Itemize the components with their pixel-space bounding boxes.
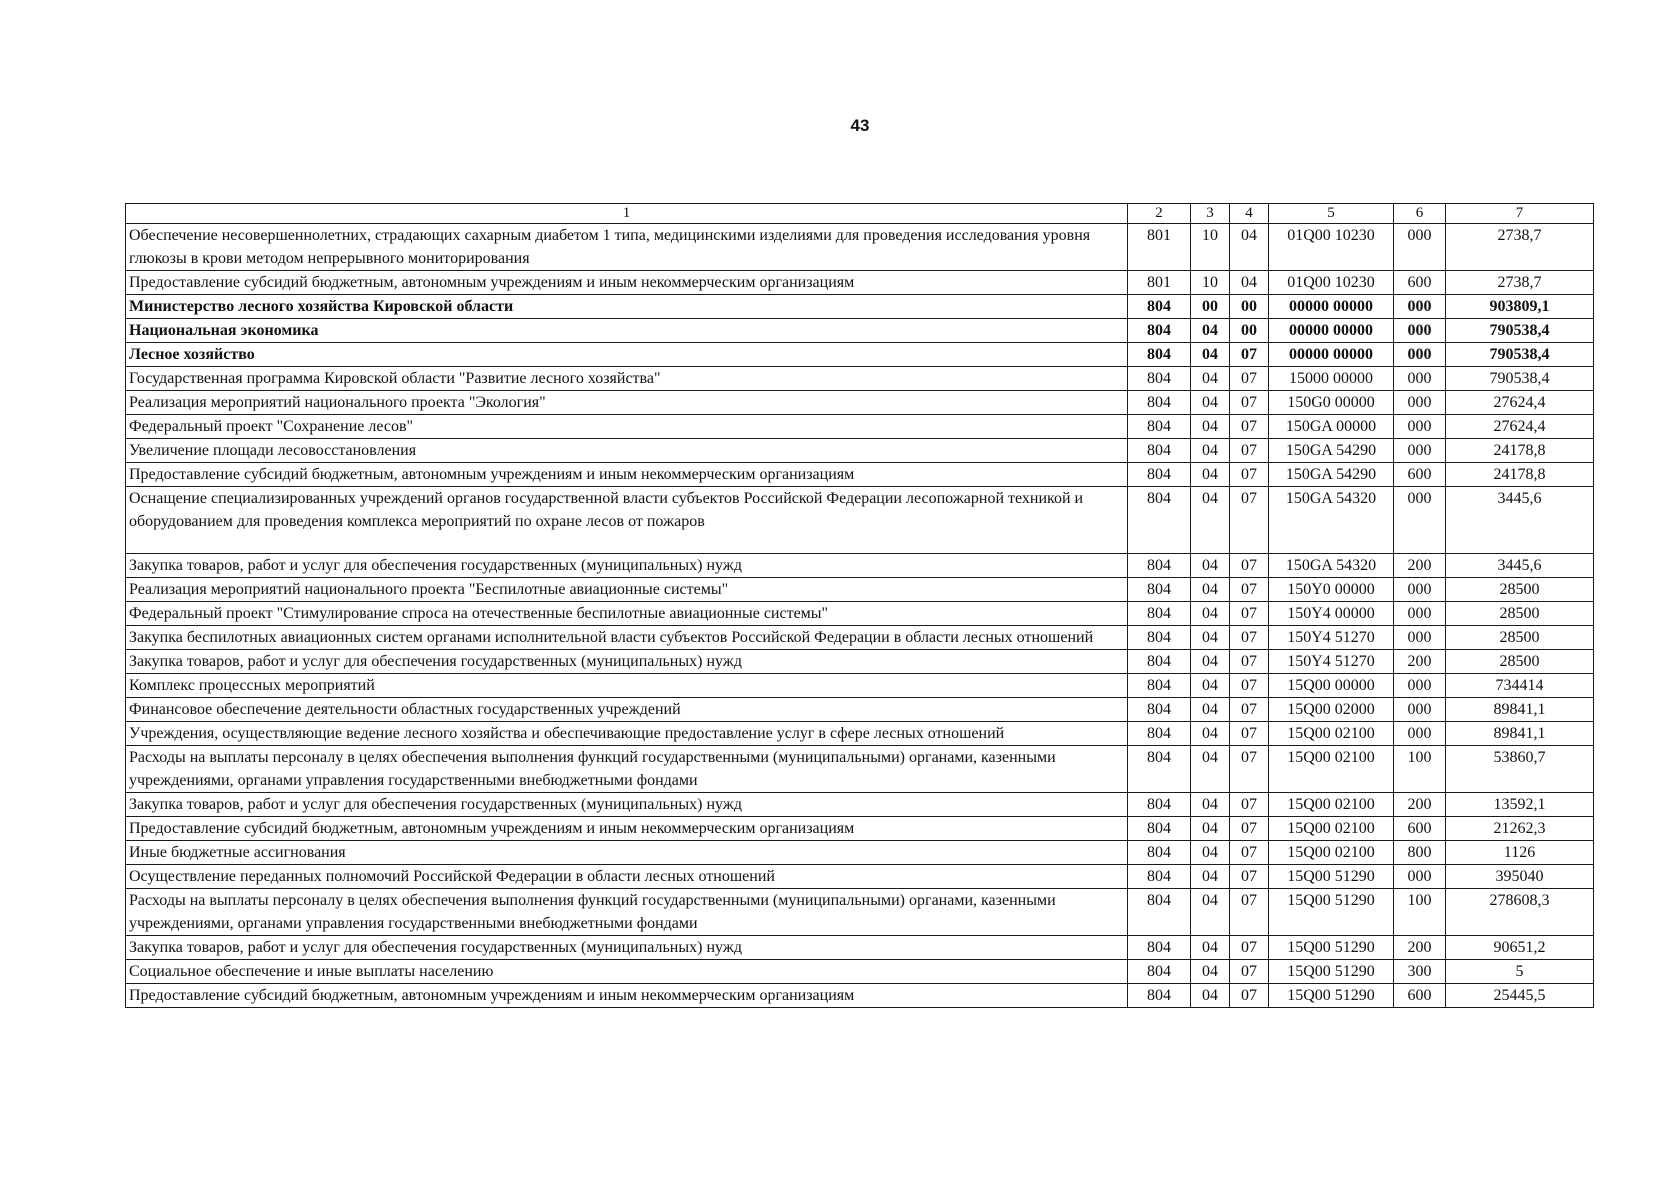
row-code-col3: 04 <box>1191 698 1230 722</box>
row-description: Осуществление переданных полномочий Российской Федерации в области лесных отношений <box>126 865 1128 889</box>
row-code-col6: 100 <box>1394 889 1446 936</box>
row-amount: 3445,6 <box>1446 487 1594 554</box>
table-row <box>126 602 1594 626</box>
row-code-col6: 600 <box>1394 817 1446 841</box>
row-code-col5: 15Q00 51290 <box>1269 936 1394 960</box>
row-code-col3: 04 <box>1191 391 1230 415</box>
row-code-col4: 07 <box>1230 554 1269 578</box>
row-code-col3: 04 <box>1191 554 1230 578</box>
row-code-col2: 804 <box>1128 319 1191 343</box>
row-amount: 28500 <box>1446 578 1594 602</box>
table-row <box>126 817 1594 841</box>
row-code-col2: 804 <box>1128 626 1191 650</box>
row-code-col6: 800 <box>1394 841 1446 865</box>
row-amount: 278608,3 <box>1446 889 1594 936</box>
table-row <box>126 746 1594 793</box>
row-description: Реализация мероприятий национального проекта "Экология" <box>126 391 1128 415</box>
row-description: Закупка беспилотных авиационных систем органами исполнительной власти субъектов Российской Федерации в области лесных отношений <box>126 626 1128 650</box>
row-code-col6: 000 <box>1394 487 1446 554</box>
row-description: Расходы на выплаты персоналу в целях обеспечения выполнения функций государственными (муниципальными) органами, казенными учреждениями, органами управления государственными внебюджетными фондами <box>126 746 1128 793</box>
row-description: Федеральный проект "Стимулирование спроса на отечественные беспилотные авиационные системы" <box>126 602 1128 626</box>
row-code-col4: 00 <box>1230 319 1269 343</box>
row-code-col3: 04 <box>1191 626 1230 650</box>
row-amount: 27624,4 <box>1446 415 1594 439</box>
row-code-col2: 804 <box>1128 554 1191 578</box>
row-code-col3: 04 <box>1191 463 1230 487</box>
row-code-col4: 07 <box>1230 343 1269 367</box>
row-code-col6: 000 <box>1394 674 1446 698</box>
row-description: Расходы на выплаты персоналу в целях обеспечения выполнения функций государственными (муниципальными) органами, казенными учреждениями, органами управления государственными внебюджетными фондами <box>126 889 1128 936</box>
row-code-col6: 200 <box>1394 793 1446 817</box>
row-code-col6: 000 <box>1394 722 1446 746</box>
row-code-col6: 000 <box>1394 343 1446 367</box>
row-code-col2: 804 <box>1128 391 1191 415</box>
row-code-col5: 15Q00 02100 <box>1269 793 1394 817</box>
row-code-col3: 04 <box>1191 889 1230 936</box>
column-header-1: 1 <box>126 204 1128 224</box>
row-code-col5: 15Q00 51290 <box>1269 889 1394 936</box>
row-code-col2: 801 <box>1128 224 1191 271</box>
row-code-col2: 804 <box>1128 793 1191 817</box>
row-amount: 2738,7 <box>1446 224 1594 271</box>
row-code-col3: 04 <box>1191 578 1230 602</box>
table-row <box>126 319 1594 343</box>
table-row <box>126 626 1594 650</box>
row-code-col3: 04 <box>1191 343 1230 367</box>
table-row <box>126 554 1594 578</box>
row-code-col2: 804 <box>1128 698 1191 722</box>
row-code-col5: 150Y0 00000 <box>1269 578 1394 602</box>
row-description: Оснащение специализированных учреждений органов государственной власти субъектов Российской Федерации лесопожарной техникой и оборудованием для проведения комплекса мероприятий по охране лесов от пожаров <box>126 487 1128 554</box>
row-code-col4: 00 <box>1230 295 1269 319</box>
row-code-col3: 04 <box>1191 865 1230 889</box>
table-row <box>126 271 1594 295</box>
row-code-col6: 000 <box>1394 367 1446 391</box>
row-description: Закупка товаров, работ и услуг для обеспечения государственных (муниципальных) нужд <box>126 793 1128 817</box>
row-code-col2: 804 <box>1128 650 1191 674</box>
table-row <box>126 295 1594 319</box>
row-amount: 13592,1 <box>1446 793 1594 817</box>
row-code-col6: 600 <box>1394 463 1446 487</box>
row-code-col5: 15Q00 51290 <box>1269 984 1394 1008</box>
row-code-col5: 15Q00 51290 <box>1269 960 1394 984</box>
row-description: Министерство лесного хозяйства Кировской области <box>126 295 1128 319</box>
row-code-col4: 04 <box>1230 271 1269 295</box>
row-amount: 903809,1 <box>1446 295 1594 319</box>
row-code-col5: 15Q00 02100 <box>1269 841 1394 865</box>
row-code-col5: 150Y4 51270 <box>1269 626 1394 650</box>
row-code-col2: 804 <box>1128 602 1191 626</box>
row-amount: 24178,8 <box>1446 439 1594 463</box>
row-code-col4: 07 <box>1230 650 1269 674</box>
row-amount: 28500 <box>1446 650 1594 674</box>
row-code-col5: 150GA 54320 <box>1269 487 1394 554</box>
row-code-col6: 100 <box>1394 746 1446 793</box>
row-amount: 3445,6 <box>1446 554 1594 578</box>
table-row <box>126 439 1594 463</box>
row-code-col6: 000 <box>1394 391 1446 415</box>
row-code-col3: 04 <box>1191 817 1230 841</box>
row-code-col2: 804 <box>1128 415 1191 439</box>
row-code-col2: 804 <box>1128 960 1191 984</box>
row-code-col4: 07 <box>1230 793 1269 817</box>
row-code-col5: 01Q00 10230 <box>1269 271 1394 295</box>
page-number: 43 <box>850 116 870 135</box>
table-row <box>126 960 1594 984</box>
row-code-col3: 04 <box>1191 319 1230 343</box>
row-code-col3: 04 <box>1191 367 1230 391</box>
row-code-col6: 000 <box>1394 295 1446 319</box>
row-code-col5: 01Q00 10230 <box>1269 224 1394 271</box>
row-code-col4: 07 <box>1230 746 1269 793</box>
row-description: Государственная программа Кировской области "Развитие лесного хозяйства" <box>126 367 1128 391</box>
row-description: Предоставление субсидий бюджетным, автономным учреждениям и иным некоммерческим организациям <box>126 463 1128 487</box>
row-code-col6: 000 <box>1394 224 1446 271</box>
table-row <box>126 936 1594 960</box>
row-amount: 790538,4 <box>1446 319 1594 343</box>
row-code-col6: 000 <box>1394 865 1446 889</box>
table-row <box>126 650 1594 674</box>
row-code-col2: 804 <box>1128 367 1191 391</box>
table-row <box>126 224 1594 271</box>
row-code-col6: 000 <box>1394 626 1446 650</box>
row-description: Федеральный проект "Сохранение лесов" <box>126 415 1128 439</box>
row-code-col5: 15Q00 51290 <box>1269 865 1394 889</box>
row-code-col5: 150G0 00000 <box>1269 391 1394 415</box>
table-row <box>126 889 1594 936</box>
table-row <box>126 578 1594 602</box>
row-code-col2: 804 <box>1128 487 1191 554</box>
budget-table <box>125 203 1594 1008</box>
row-code-col5: 150GA 54290 <box>1269 439 1394 463</box>
row-description: Финансовое обеспечение деятельности областных государственных учреждений <box>126 698 1128 722</box>
row-code-col3: 04 <box>1191 674 1230 698</box>
row-code-col5: 150Y4 00000 <box>1269 602 1394 626</box>
row-code-col6: 300 <box>1394 960 1446 984</box>
row-code-col3: 04 <box>1191 722 1230 746</box>
row-code-col5: 15000 00000 <box>1269 367 1394 391</box>
row-amount: 28500 <box>1446 626 1594 650</box>
row-amount: 790538,4 <box>1446 367 1594 391</box>
row-code-col6: 000 <box>1394 578 1446 602</box>
table-row <box>126 722 1594 746</box>
row-amount: 24178,8 <box>1446 463 1594 487</box>
row-description: Предоставление субсидий бюджетным, автономным учреждениям и иным некоммерческим организациям <box>126 984 1128 1008</box>
row-code-col3: 04 <box>1191 984 1230 1008</box>
column-header-4: 4 <box>1230 204 1269 224</box>
row-code-col6: 000 <box>1394 415 1446 439</box>
row-code-col5: 00000 00000 <box>1269 319 1394 343</box>
table-row <box>126 698 1594 722</box>
row-description: Учреждения, осуществляющие ведение лесного хозяйства и обеспечивающие предоставление услуг в сфере лесных отношений <box>126 722 1128 746</box>
row-amount: 790538,4 <box>1446 343 1594 367</box>
row-code-col2: 804 <box>1128 578 1191 602</box>
row-code-col6: 000 <box>1394 439 1446 463</box>
table-row <box>126 367 1594 391</box>
row-code-col2: 804 <box>1128 746 1191 793</box>
row-code-col4: 07 <box>1230 391 1269 415</box>
row-code-col4: 07 <box>1230 578 1269 602</box>
row-code-col5: 00000 00000 <box>1269 295 1394 319</box>
row-code-col4: 07 <box>1230 841 1269 865</box>
row-code-col3: 10 <box>1191 224 1230 271</box>
row-code-col4: 07 <box>1230 415 1269 439</box>
row-code-col4: 07 <box>1230 487 1269 554</box>
row-description: Увеличение площади лесовосстановления <box>126 439 1128 463</box>
column-header-7: 7 <box>1446 204 1594 224</box>
row-amount: 89841,1 <box>1446 698 1594 722</box>
row-description: Предоставление субсидий бюджетным, автономным учреждениям и иным некоммерческим организациям <box>126 817 1128 841</box>
row-code-col2: 804 <box>1128 295 1191 319</box>
row-code-col4: 07 <box>1230 674 1269 698</box>
row-code-col2: 804 <box>1128 463 1191 487</box>
row-code-col6: 200 <box>1394 650 1446 674</box>
row-code-col4: 07 <box>1230 984 1269 1008</box>
row-code-col5: 15Q00 02100 <box>1269 817 1394 841</box>
row-description: Иные бюджетные ассигнования <box>126 841 1128 865</box>
column-header-5: 5 <box>1269 204 1394 224</box>
row-code-col4: 07 <box>1230 439 1269 463</box>
table-row <box>126 487 1594 554</box>
row-code-col2: 804 <box>1128 865 1191 889</box>
table-row <box>126 865 1594 889</box>
row-code-col4: 04 <box>1230 224 1269 271</box>
row-code-col5: 150GA 00000 <box>1269 415 1394 439</box>
row-code-col5: 15Q00 00000 <box>1269 674 1394 698</box>
row-description: Закупка товаров, работ и услуг для обеспечения государственных (муниципальных) нужд <box>126 554 1128 578</box>
table-row <box>126 793 1594 817</box>
column-header-2: 2 <box>1128 204 1191 224</box>
row-code-col4: 07 <box>1230 626 1269 650</box>
row-code-col2: 804 <box>1128 984 1191 1008</box>
table-row <box>126 984 1594 1008</box>
row-code-col3: 04 <box>1191 487 1230 554</box>
row-amount: 89841,1 <box>1446 722 1594 746</box>
row-code-col6: 600 <box>1394 271 1446 295</box>
row-description: Лесное хозяйство <box>126 343 1128 367</box>
row-code-col5: 150Y4 51270 <box>1269 650 1394 674</box>
row-code-col4: 07 <box>1230 936 1269 960</box>
row-code-col6: 000 <box>1394 319 1446 343</box>
table-row <box>126 343 1594 367</box>
row-code-col2: 804 <box>1128 841 1191 865</box>
row-amount: 734414 <box>1446 674 1594 698</box>
row-description: Реализация мероприятий национального проекта "Беспилотные авиационные системы" <box>126 578 1128 602</box>
row-code-col6: 000 <box>1394 698 1446 722</box>
table-body <box>126 224 1594 1008</box>
row-code-col5: 150GA 54320 <box>1269 554 1394 578</box>
row-code-col2: 804 <box>1128 439 1191 463</box>
row-code-col3: 00 <box>1191 295 1230 319</box>
row-description: Социальное обеспечение и иные выплаты населению <box>126 960 1128 984</box>
row-code-col3: 04 <box>1191 746 1230 793</box>
table-row <box>126 674 1594 698</box>
row-amount: 53860,7 <box>1446 746 1594 793</box>
row-amount: 1126 <box>1446 841 1594 865</box>
row-code-col4: 07 <box>1230 817 1269 841</box>
row-code-col4: 07 <box>1230 367 1269 391</box>
row-code-col3: 10 <box>1191 271 1230 295</box>
row-code-col4: 07 <box>1230 463 1269 487</box>
row-code-col3: 04 <box>1191 960 1230 984</box>
row-code-col2: 804 <box>1128 817 1191 841</box>
row-code-col5: 150GA 54290 <box>1269 463 1394 487</box>
row-code-col5: 15Q00 02100 <box>1269 746 1394 793</box>
row-code-col2: 804 <box>1128 343 1191 367</box>
row-code-col5: 15Q00 02100 <box>1269 722 1394 746</box>
table-row <box>126 391 1594 415</box>
row-code-col3: 04 <box>1191 650 1230 674</box>
row-description: Закупка товаров, работ и услуг для обеспечения государственных (муниципальных) нужд <box>126 936 1128 960</box>
row-code-col2: 801 <box>1128 271 1191 295</box>
row-amount: 90651,2 <box>1446 936 1594 960</box>
row-amount: 28500 <box>1446 602 1594 626</box>
row-description: Закупка товаров, работ и услуг для обеспечения государственных (муниципальных) нужд <box>126 650 1128 674</box>
row-code-col6: 600 <box>1394 984 1446 1008</box>
table-header-row <box>126 204 1594 224</box>
row-amount: 21262,3 <box>1446 817 1594 841</box>
row-code-col4: 07 <box>1230 960 1269 984</box>
row-description: Комплекс процессных мероприятий <box>126 674 1128 698</box>
row-code-col6: 200 <box>1394 554 1446 578</box>
row-code-col6: 000 <box>1394 602 1446 626</box>
row-code-col2: 804 <box>1128 722 1191 746</box>
row-description: Национальная экономика <box>126 319 1128 343</box>
row-code-col4: 07 <box>1230 698 1269 722</box>
row-code-col4: 07 <box>1230 722 1269 746</box>
row-code-col3: 04 <box>1191 793 1230 817</box>
row-code-col4: 07 <box>1230 889 1269 936</box>
row-code-col3: 04 <box>1191 602 1230 626</box>
column-header-3: 3 <box>1191 204 1230 224</box>
row-code-col4: 07 <box>1230 865 1269 889</box>
row-code-col2: 804 <box>1128 674 1191 698</box>
table-row <box>126 463 1594 487</box>
row-amount: 5 <box>1446 960 1594 984</box>
row-code-col3: 04 <box>1191 439 1230 463</box>
row-code-col5: 15Q00 02000 <box>1269 698 1394 722</box>
table-row <box>126 841 1594 865</box>
column-header-6: 6 <box>1394 204 1446 224</box>
table-row <box>126 415 1594 439</box>
row-code-col3: 04 <box>1191 841 1230 865</box>
row-amount: 395040 <box>1446 865 1594 889</box>
row-description: Обеспечение несовершеннолетних, страдающих сахарным диабетом 1 типа, медицинскими изделиями для проведения исследования уровня глюкозы в крови методом непрерывного мониторирования <box>126 224 1128 271</box>
row-code-col2: 804 <box>1128 889 1191 936</box>
row-code-col5: 00000 00000 <box>1269 343 1394 367</box>
row-code-col6: 200 <box>1394 936 1446 960</box>
row-code-col2: 804 <box>1128 936 1191 960</box>
row-code-col3: 04 <box>1191 936 1230 960</box>
row-amount: 2738,7 <box>1446 271 1594 295</box>
row-amount: 25445,5 <box>1446 984 1594 1008</box>
row-amount: 27624,4 <box>1446 391 1594 415</box>
row-code-col4: 07 <box>1230 602 1269 626</box>
row-description: Предоставление субсидий бюджетным, автономным учреждениям и иным некоммерческим организациям <box>126 271 1128 295</box>
row-code-col3: 04 <box>1191 415 1230 439</box>
